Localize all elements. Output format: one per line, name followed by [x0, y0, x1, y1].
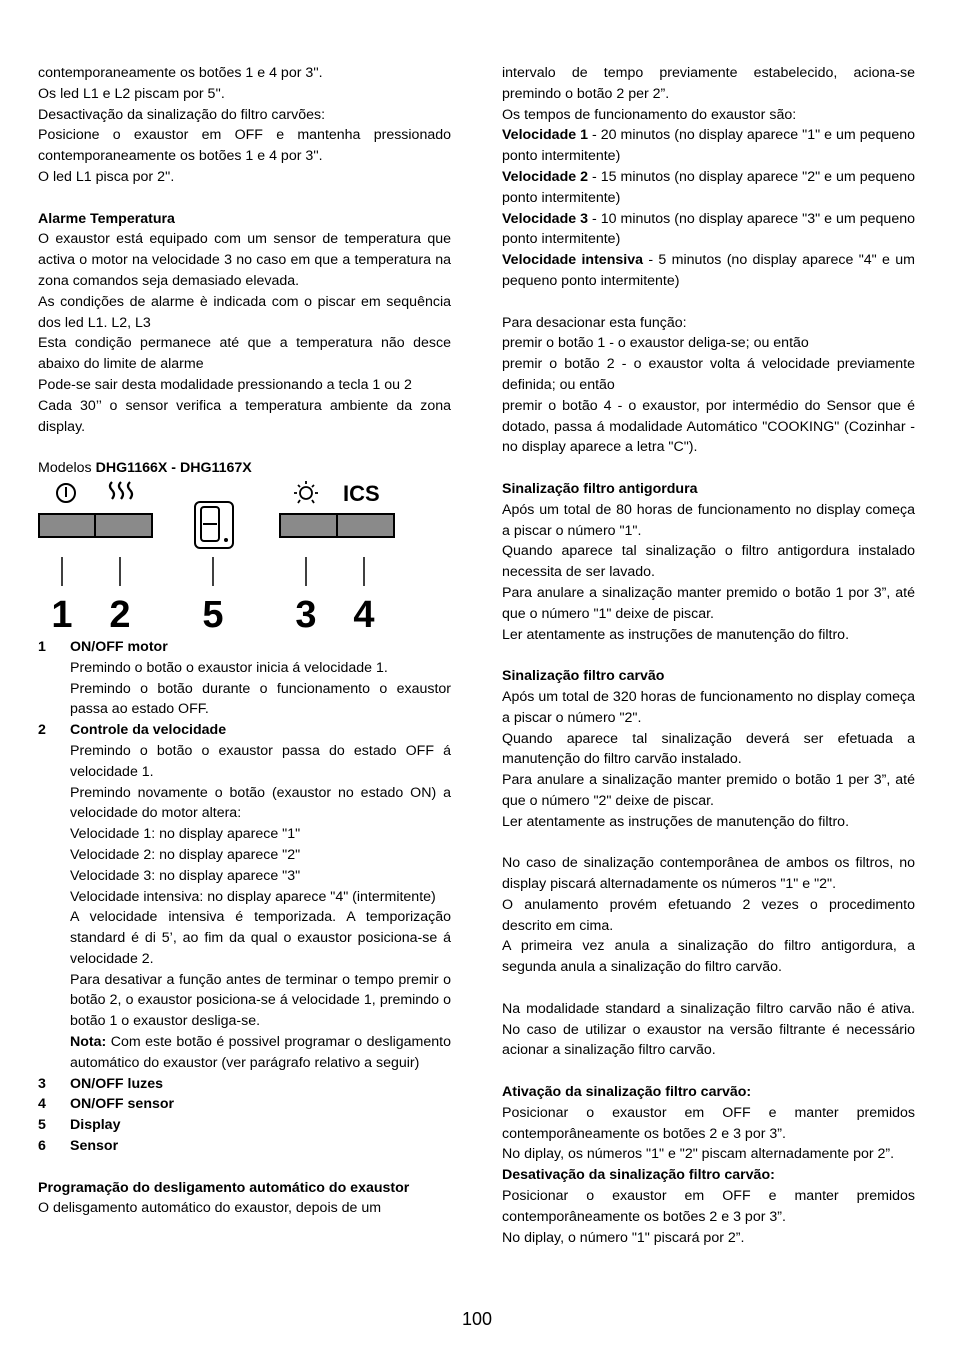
- note-label: Nota:: [70, 1034, 107, 1051]
- list-item: [38, 1115, 451, 1136]
- section-heading-deactivation: Desativação da sinalização filtro carvão:: [502, 1167, 775, 1184]
- button-4: [337, 514, 394, 537]
- item-number: 1: [38, 638, 46, 655]
- speed-text: - 15 minutos (no display aparece "2" e um pequeno ponto intermitente): [502, 168, 915, 206]
- list-item: [38, 1136, 451, 1157]
- item-title: Sensor: [70, 1138, 119, 1155]
- paragraph: Premindo o botão o exaustor passa do estado OFF á velocidade 1.: [70, 742, 451, 780]
- speed-label: Velocidade 1: [502, 127, 589, 144]
- paragraph: Para anulare a sinalização manter premido o botão 1 por 3”, até que o número "1" deixe de piscar.: [502, 584, 915, 622]
- list-item: [38, 720, 451, 741]
- item-title: Display: [70, 1117, 121, 1134]
- paragraph: Premindo o botão durante o funcionamento o exaustor passa ao estado OFF.: [70, 680, 451, 718]
- paragraph: Para anulare a sinalização manter premido o botão 1 per 3”, até que o número "2" deixe de piscar.: [502, 772, 915, 809]
- paragraph: Posicionar o exaustor em OFF e manter premidos contemporâneamente os botões 2 e 3 por 3”.: [502, 1188, 915, 1225]
- paragraph: Desactivação da sinalização do filtro carvões:: [38, 106, 326, 123]
- power-icon: [57, 484, 75, 502]
- models-line: [38, 458, 451, 479]
- paragraph: Posicione o exaustor em OFF e mantenha pressionado contemporaneamente os botões 1 e 4 por 3''.: [38, 127, 451, 165]
- paragraph: premir o botão 4 - o exaustor, por intermédio do Sensor que é dotado, passa á modalidade Automático "COOKING" (Cozinhar - no display aparece a letra "C").: [502, 397, 915, 456]
- section-heading-alarm: Alarme Temperatura: [38, 210, 175, 227]
- right-column: [502, 63, 915, 1248]
- control-panel-diagram: [38, 481, 451, 631]
- paragraph: Posicionar o exaustor em OFF e manter premidos contemporâneamente os botões 2 e 3 por 3”.: [502, 1104, 915, 1142]
- leader-lines: [62, 557, 364, 586]
- paragraph: Velocidade 1: no display aparece "1": [70, 826, 301, 843]
- paragraph: Ler atentamente as instruções de manutenção do filtro.: [502, 626, 850, 643]
- panel-number-2: 2: [109, 593, 131, 631]
- speed-label: Velocidade 2: [502, 168, 589, 185]
- paragraph: premir o botão 1 - o exaustor deliga-se; ou então: [502, 335, 809, 352]
- item-title: ON/OFF sensor: [70, 1096, 175, 1113]
- paragraph: Na modalidade standard a sinalização filtro carvão não é ativa. No caso de utilizar o exaustor na versão filtrante é necessário acionar a sinalização filtro carvão.: [502, 1000, 915, 1059]
- page-number: 100: [461, 1309, 493, 1329]
- paragraph: No diplay, o número "1" piscará por 2”.: [502, 1229, 745, 1246]
- paragraph: No diplay, os números "1" e "2" piscam alternadamente por 2”.: [502, 1146, 895, 1163]
- paragraph: O delisgamento automático do exaustor, depois de um: [38, 1200, 382, 1217]
- speed-label: Velocidade intensiva: [502, 252, 643, 269]
- item-number: 2: [38, 722, 46, 739]
- item-number: 3: [38, 1075, 46, 1092]
- paragraph: Quando aparece tal sinalização deverá ser efetuada a manutenção do filtro carvão instalado.: [502, 730, 915, 768]
- speed-text: - 5 minutos (no display aparece "4" e um pequeno ponto intermitente): [502, 252, 915, 289]
- panel-number-5: 5: [202, 593, 224, 631]
- paragraph: Ler atentamente as instruções de manutenção do filtro.: [502, 813, 850, 830]
- paragraph: Pode-se sair desta modalidade pressionando a tecla 1 ou 2: [38, 376, 412, 393]
- paragraph: Esta condição permanece até que a temperatura não desce abaixo do limite de alarme: [38, 335, 451, 373]
- panel-number-3: 3: [295, 593, 317, 631]
- speed-paragraph: [502, 209, 915, 251]
- note-text: Com este botão é possivel programar o desligamento automático do exaustor (ver parágrafo relativo a seguir): [70, 1034, 451, 1071]
- speed-paragraph: [502, 125, 915, 167]
- paragraph: A primeira vez anula a sinalização do filtro antigordura, a segunda anula a sinalização do filtro carvão.: [502, 938, 915, 976]
- button-3: [280, 514, 337, 537]
- item-number: 4: [38, 1096, 46, 1113]
- item-title: ON/OFF motor: [70, 638, 168, 655]
- paragraph: Quando aparece tal sinalização o filtro antigordura instalado necessita de ser lavado.: [502, 543, 915, 581]
- speed-paragraph: [502, 250, 915, 292]
- item-title: ON/OFF luzes: [70, 1075, 164, 1092]
- paragraph: contemporaneamente os botões 1 e 4 por 3''.: [38, 65, 323, 81]
- list-item: [38, 1094, 451, 1115]
- ics-label: ICS: [343, 480, 380, 506]
- paragraph: Premindo o botão o exaustor inicia á velocidade 1.: [70, 659, 388, 676]
- panel-number-1: 1: [51, 593, 73, 631]
- control-panel-svg: [38, 481, 451, 631]
- section-heading-carbon-filter: Sinalização filtro carvão: [502, 668, 665, 685]
- paragraph: Cada 30’’ o sensor verifica a temperatura ambiente da zona display.: [38, 397, 451, 435]
- paragraph: Os tempos de funcionamento do exaustor são:: [502, 106, 797, 123]
- paragraph: premir o botão 2 - o exaustor volta á velocidade previamente definida; ou então: [502, 356, 915, 393]
- models-label: Modelos: [38, 460, 92, 477]
- panel-number-4: 4: [353, 593, 375, 631]
- speed-text: - 10 minutos (no display aparece "3" e um pequeno ponto intermitente): [502, 210, 915, 248]
- paragraph: Velocidade 2: no display aparece "2": [70, 846, 301, 863]
- paragraph: Velocidade 3: no display aparece "3": [70, 867, 301, 884]
- paragraph: intervalo de tempo previamente estabelecido, aciona-se premindo o botão 2 per 2”.: [502, 65, 915, 102]
- section-heading-programming: Programação do desligamento automático do exaustor: [38, 1179, 410, 1196]
- item-number: 6: [38, 1138, 46, 1155]
- paragraph: Premindo novamente o botão (exaustor no estado ON) a velocidade do motor altera:: [70, 784, 451, 822]
- display-icon: [195, 502, 233, 548]
- button-2: [95, 514, 152, 537]
- paragraph: O led L1 pisca por 2''.: [38, 168, 175, 185]
- paragraph: Após um total de 80 horas de funcionamento no display começa a piscar o número "1".: [502, 501, 915, 539]
- paragraph: Velocidade intensiva: no display aparece "4" (intermitente): [70, 888, 436, 905]
- paragraph: O anulamento provém efetuando 2 vezes o procedimento descrito em cima.: [502, 896, 915, 934]
- speed-paragraph: [502, 167, 915, 209]
- section-heading-activation: Ativação da sinalização filtro carvão:: [502, 1084, 752, 1101]
- speed-label: Velocidade 3: [502, 210, 589, 227]
- paragraph: A velocidade intensiva é temporizada. A temporização standard é di 5’, ao fim da qual o exaustor posiciona-se á velocidade 2.: [70, 909, 451, 967]
- list-item: [38, 1074, 451, 1095]
- light-icon: [294, 481, 318, 503]
- paragraph: Os led L1 e L2 piscam por 5''.: [38, 85, 225, 102]
- paragraph: Após um total de 320 horas de funcionamento no display começa a piscar o número "2".: [502, 688, 915, 726]
- left-column: [38, 63, 451, 1219]
- paragraph: Para desacionar esta função:: [502, 314, 687, 331]
- note-paragraph: [70, 1032, 451, 1074]
- list-item: [38, 637, 451, 658]
- speed-text: - 20 minutos (no display aparece "1" e um pequeno ponto intermitente): [502, 127, 915, 165]
- section-heading-grease-filter: Sinalização filtro antigordura: [502, 480, 698, 497]
- item-number: 5: [38, 1117, 46, 1134]
- paragraph: No caso de sinalização contemporânea de ambos os filtros, no display piscará alternadamente os números "1" e "2".: [502, 855, 915, 893]
- item-title: Controle da velocidade: [70, 722, 227, 739]
- paragraph: O exaustor está equipado com um sensor de temperatura que activa o motor na velocidade 3 no caso em que a temperatura na zona comandos seja demasiado elevada.: [38, 231, 451, 289]
- button-1: [39, 514, 95, 537]
- fan-speed-icon: [110, 482, 132, 499]
- paragraph: As condições de alarme è indicada com o piscar em sequência dos led L1. L2, L3: [38, 293, 451, 331]
- models-value: DHG1166X - DHG1167X: [95, 460, 252, 477]
- paragraph: Para desativar a função antes de terminar o tempo premir o botão 2, o exaustor posiciona-se á velocidade 1, premindo o botão 1 o exaustor desliga-se.: [70, 971, 451, 1030]
